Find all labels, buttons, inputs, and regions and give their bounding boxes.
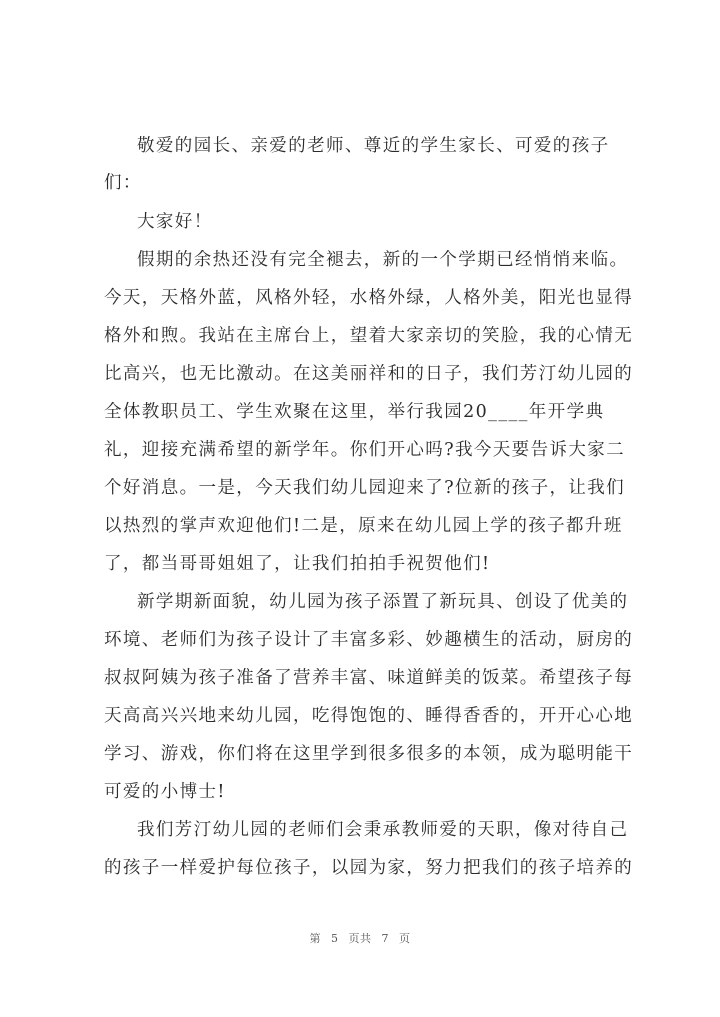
text-line: 了，都当哥哥姐姐了，让我们拍拍手祝贺他们! xyxy=(104,554,491,574)
text-line: 天高高兴兴地来幼儿园，吃得饱饱的、睡得香香的，开开心心地 xyxy=(104,706,634,726)
page-unit-end: 页 xyxy=(399,932,411,945)
text-line: 今天，天格外蓝，风格外轻，水格外绿，人格外美，阳光也显得 xyxy=(104,288,634,308)
total-pages-number: 7 xyxy=(381,932,389,945)
text-line: 比高兴，也无比激动。在这美丽祥和的日子，我们芳汀幼儿园的 xyxy=(104,364,634,384)
text-line: 可爱的小博士! xyxy=(104,782,226,802)
page-label: 第 xyxy=(309,932,321,945)
current-page-number: 5 xyxy=(331,932,339,945)
text-line: 敬爱的园长、亲爱的老师、尊近的学生家长、可爱的孩子 xyxy=(137,136,610,156)
text-line: 环境、老师们为孩子设计了丰富多彩、妙趣横生的活动，厨房的 xyxy=(104,630,634,650)
text-line: 叔叔阿姨为孩子准备了营养丰富、味道鲜美的饭菜。希望孩子每 xyxy=(104,668,634,688)
text-line: 格外和煦。我站在主席台上，望着大家亲切的笑脸，我的心情无 xyxy=(104,326,634,346)
text-line: 大家好！ xyxy=(137,212,213,232)
text-line: 的孩子一样爱护每位孩子，以园为家，努力把我们的孩子培养的 xyxy=(104,858,634,878)
text-line: 假期的余热还没有完全褪去，新的一个学期已经悄悄来临。 xyxy=(137,250,629,270)
text-line: 我们芳汀幼儿园的老师们会秉承教师爱的天职，像对待自己 xyxy=(137,820,629,840)
text-line: 礼，迎接充满希望的新学年。你们开心吗?我今天要告诉大家二 xyxy=(104,440,626,460)
text-line: 全体教职员工、学生欢聚在这里，举行我园20____年开学典 xyxy=(104,402,605,422)
text-line: 学习、游戏，你们将在这里学到很多很多的本领，成为聪明能干 xyxy=(104,744,634,764)
text-line: 个好消息。一是，今天我们幼儿园迎来了?位新的孩子，让我们 xyxy=(104,478,626,498)
page-unit: 页共 xyxy=(348,932,372,945)
text-line: 新学期新面貌，幼儿园为孩子添置了新玩具、创设了优美的 xyxy=(137,592,629,612)
text-line: 以热烈的掌声欢迎他们!二是，原来在幼儿园上学的孩子都升班 xyxy=(104,516,623,536)
text-line: 们： xyxy=(104,173,142,193)
page-footer xyxy=(0,930,720,946)
